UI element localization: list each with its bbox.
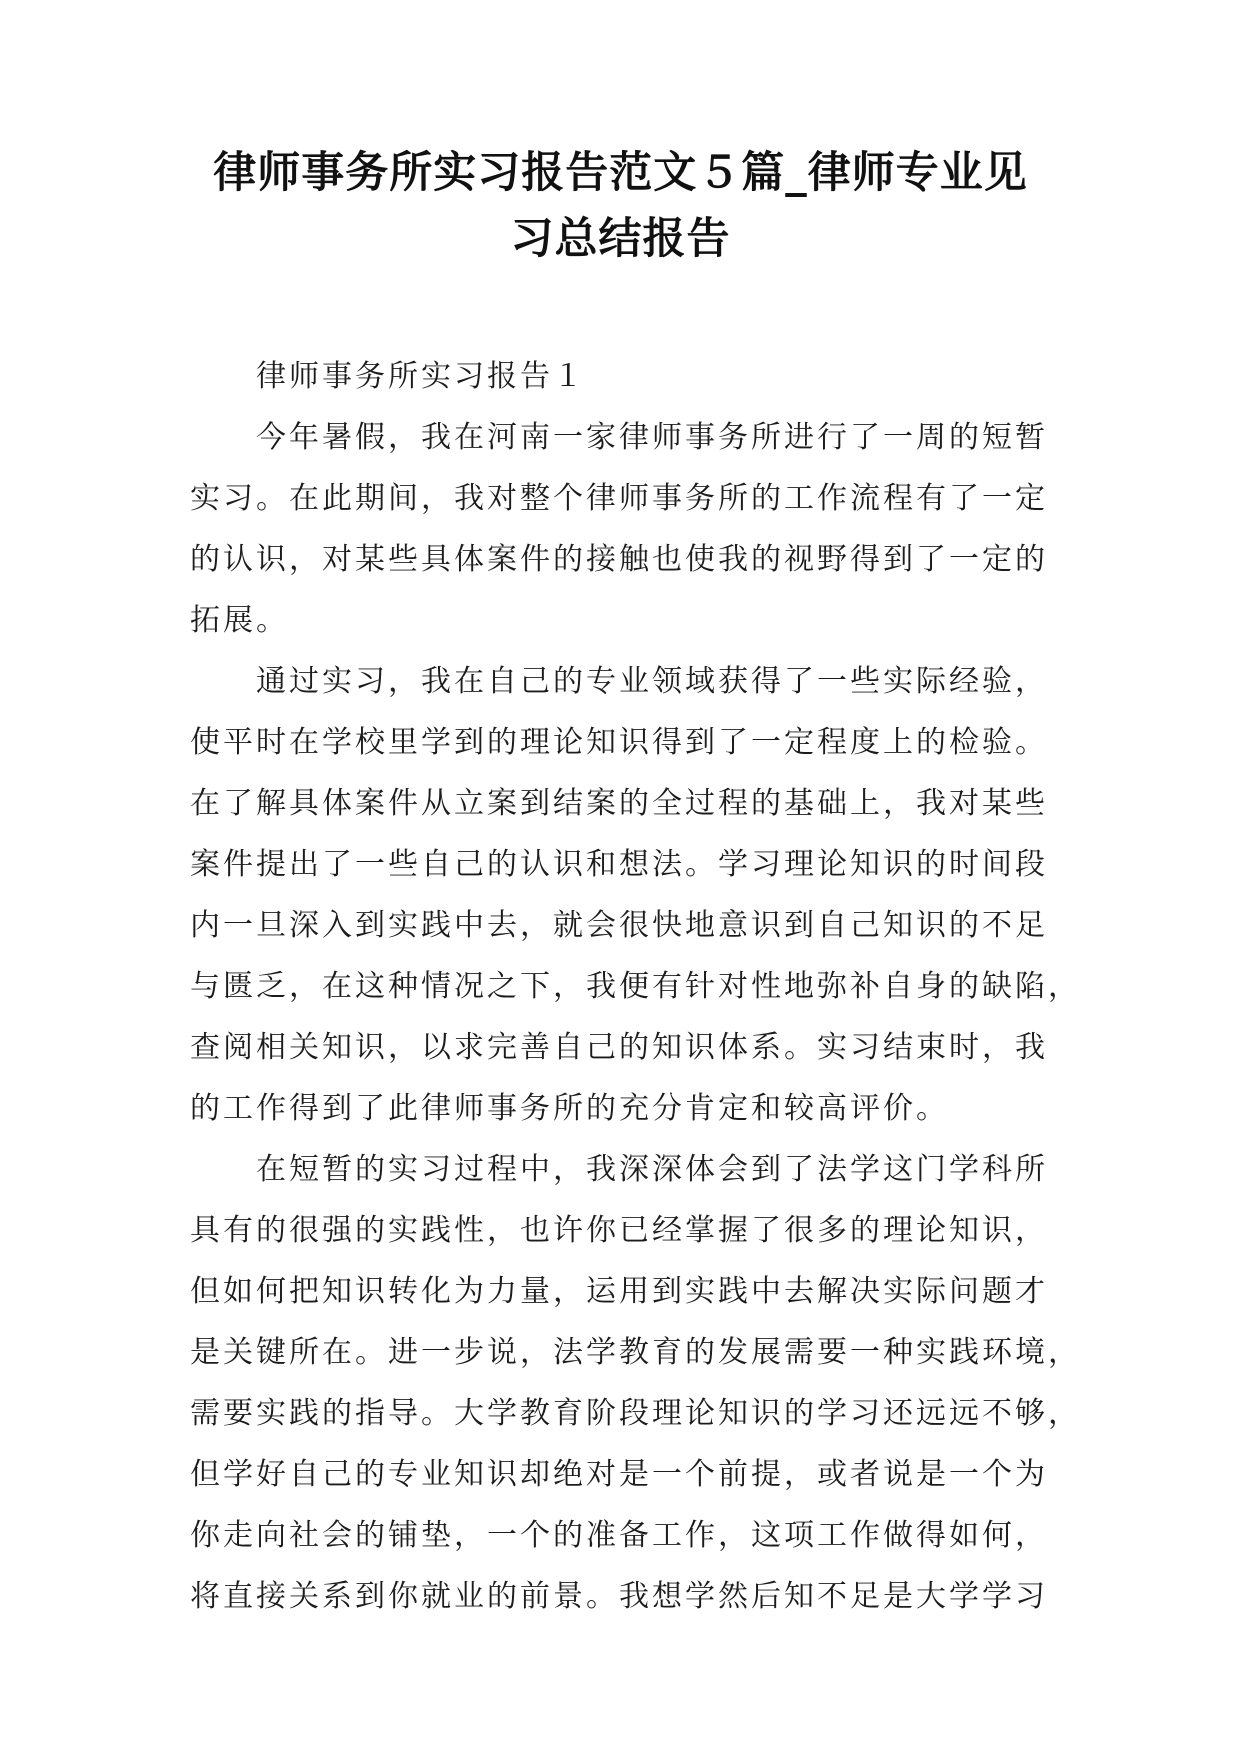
- paragraph-line: 今年暑假，我在河南一家律师事务所进行了一周的短暂: [256, 420, 1048, 455]
- paragraph-line: 拓展。: [190, 603, 289, 638]
- paragraph-line: 你走向社会的铺垫，一个的准备工作，这项工作做得如何，: [190, 1518, 1048, 1553]
- paragraph-line: 的认识，对某些具体案件的接触也使我的视野得到了一定的: [190, 542, 1048, 577]
- paragraph-line: 是关键所在。进一步说，法学教育的发展需要一种实践环境，: [190, 1335, 1081, 1370]
- paragraph-line: 但如何把知识转化为力量，运用到实践中去解决实际问题才: [190, 1274, 1048, 1309]
- paragraph-line: 案件提出了一些自己的认识和想法。学习理论知识的时间段: [190, 847, 1048, 882]
- title-line-2: 习总结报告: [510, 214, 731, 264]
- paragraph-line: 在了解具体案件从立案到结案的全过程的基础上，我对某些: [190, 786, 1048, 821]
- paragraph-line: 的工作得到了此律师事务所的充分肯定和较高评价。: [190, 1091, 949, 1126]
- paragraph-line: 通过实习，我在自己的专业领域获得了一些实际经验，: [256, 664, 1048, 699]
- paragraph-line: 实习。在此期间，我对整个律师事务所的工作流程有了一定: [190, 481, 1048, 516]
- paragraph-line: 但学好自己的专业知识却绝对是一个前提，或者说是一个为: [190, 1457, 1048, 1492]
- document-body: [190, 346, 1081, 1627]
- paragraph-line: 在短暂的实习过程中，我深深体会到了法学这门学科所: [256, 1152, 1048, 1187]
- paragraph-line: 具有的很强的实践性，也许你已经掌握了很多的理论知识，: [190, 1213, 1048, 1248]
- paragraph-line: 将直接关系到你就业的前景。我想学然后知不足是大学学习: [190, 1579, 1048, 1614]
- paragraph-line: 与匮乏，在这种情况之下，我便有针对性地弥补自身的缺陷，: [190, 969, 1081, 1004]
- paragraph-line: 内一旦深入到实践中去，就会很快地意识到自己知识的不足: [190, 908, 1048, 943]
- paragraph-line: 查阅相关知识，以求完善自己的知识体系。实习结束时，我: [190, 1030, 1048, 1065]
- document-title: [150, 140, 1091, 272]
- paragraph-line: 使平时在学校里学到的理论知识得到了一定程度上的检验。: [190, 725, 1048, 760]
- paragraph-line: 需要实践的指导。大学教育阶段理论知识的学习还远远不够，: [190, 1396, 1081, 1431]
- section-heading: 律师事务所实习报告１: [256, 359, 586, 394]
- title-line-1: 律师事务所实习报告范文５篇_律师专业见: [213, 148, 1028, 198]
